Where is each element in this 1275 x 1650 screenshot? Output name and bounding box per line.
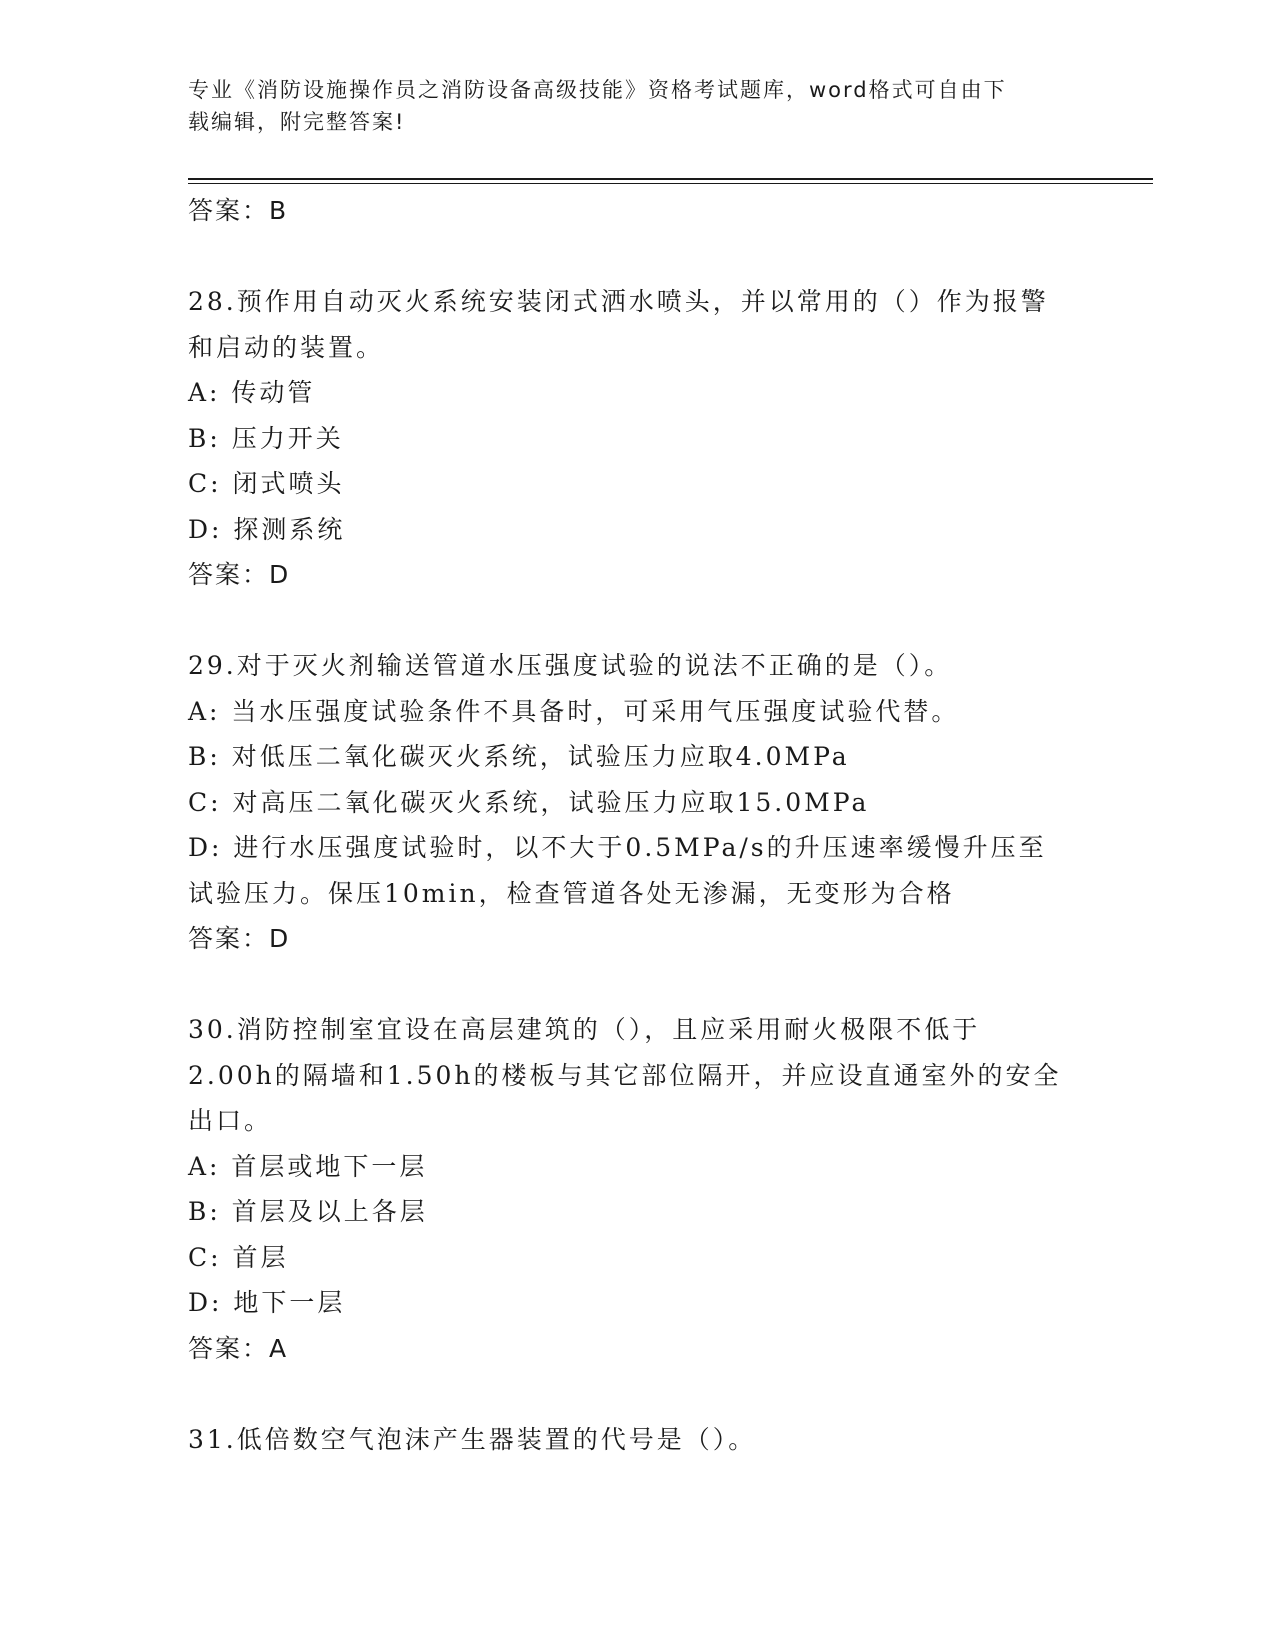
page-header [188,74,1068,138]
option-d: D: 进行水压强度试验时，以不大于0.5MPa/s的升压速率缓慢升压至 [188,833,1047,862]
question-block [188,1417,1088,1463]
spacer [188,962,1088,1008]
option-a: A: 传动管 [188,378,316,407]
header-divider-thick [188,178,1153,180]
option-c: C: 对高压二氧化碳灭火系统，试验压力应取15.0MPa [188,787,870,817]
question-block [188,643,1088,962]
question-block [188,1007,1088,1371]
option-b: B: 压力开关 [188,423,344,453]
spacer [188,234,1088,280]
option-a: A: 首层或地下一层 [188,1151,428,1181]
question-stem: 31.低倍数空气泡沫产生器装置的代号是（）。 [188,1424,757,1454]
option-a: A: 当水压强度试验条件不具备时，可采用气压强度试验代替。 [188,696,960,726]
option-d: D: 地下一层 [188,1288,346,1317]
header-divider-thin [188,183,1153,184]
question-stem: 和启动的装置。 [188,332,385,362]
spacer [188,1371,1088,1417]
option-d: D: 探测系统 [188,514,346,544]
answer-line: 答案：A [188,1333,289,1363]
question-stem: 出口。 [188,1106,273,1135]
answer-line: 答案：D [188,924,291,953]
header-line-1: 专业《消防设施操作员之消防设备高级技能》资格考试题库，word格式可自由下 [188,78,1007,102]
spacer [188,598,1088,644]
option-b: B: 首层及以上各层 [188,1197,428,1226]
answer-line: 答案：D [188,560,291,589]
question-stem: 2.00h的隔墙和1.50h的楼板与其它部位隔开，并应设直通室外的安全 [188,1060,1062,1090]
option-b: B: 对低压二氧化碳灭火系统，试验压力应取4.0MPa [188,742,850,771]
option-c: C: 闭式喷头 [188,469,345,498]
answer-line: 答案：B [188,196,289,225]
header-line-2: 载编辑，附完整答案! [188,110,406,134]
question-stem: 30.消防控制室宜设在高层建筑的（），且应采用耐火极限不低于 [188,1015,981,1044]
option-c: C: 首层 [188,1242,289,1272]
question-block [188,279,1088,598]
option-d-continued: 试验压力。保压10min，检查管道各处无渗漏，无变形为合格 [188,878,955,908]
question-stem: 28.预作用自动灭火系统安装闭式洒水喷头，并以常用的（）作为报警 [188,287,1049,316]
question-list [188,188,1088,1462]
question-stem: 29.对于灭火剂输送管道水压强度试验的说法不正确的是（）。 [188,651,953,680]
